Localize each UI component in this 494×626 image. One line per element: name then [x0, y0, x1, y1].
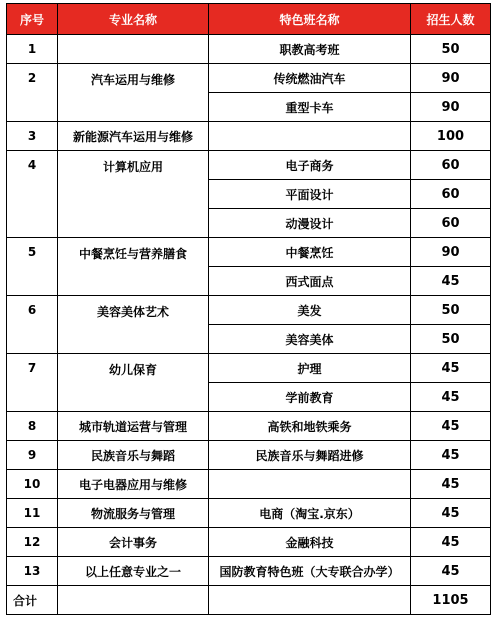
enrollment-count: 45	[411, 267, 491, 296]
total-count: 1105	[411, 586, 491, 615]
enrollment-count: 50	[411, 296, 491, 325]
major-name: 会计事务	[58, 528, 209, 557]
class-name: 中餐烹饪	[209, 238, 411, 267]
major-name: 物流服务与管理	[58, 499, 209, 528]
table-row	[7, 441, 491, 470]
class-name: 电商（淘宝.京东）	[209, 499, 411, 528]
row-index: 5	[7, 238, 58, 296]
major-name: 以上任意专业之一	[58, 557, 209, 586]
header-index: 序号	[7, 4, 58, 35]
class-name: 高铁和地铁乘务	[209, 412, 411, 441]
row-index: 9	[7, 441, 58, 470]
enrollment-count: 45	[411, 441, 491, 470]
enrollment-table	[6, 3, 491, 615]
table-row	[7, 151, 491, 180]
class-name: 金融科技	[209, 528, 411, 557]
major-name: 新能源汽车运用与维修	[58, 122, 209, 151]
row-index: 7	[7, 354, 58, 412]
table-body	[7, 35, 491, 586]
major-name: 民族音乐与舞蹈	[58, 441, 209, 470]
major-name: 汽车运用与维修	[58, 64, 209, 122]
table-row	[7, 35, 491, 64]
major-name: 城市轨道运营与管理	[58, 412, 209, 441]
table-row	[7, 122, 491, 151]
row-index: 3	[7, 122, 58, 151]
enrollment-count: 45	[411, 557, 491, 586]
enrollment-count: 50	[411, 35, 491, 64]
class-name: 美发	[209, 296, 411, 325]
table-row	[7, 557, 491, 586]
class-name: 学前教育	[209, 383, 411, 412]
row-index: 4	[7, 151, 58, 238]
row-index: 1	[7, 35, 58, 64]
row-index: 10	[7, 470, 58, 499]
enrollment-count: 45	[411, 528, 491, 557]
table-row	[7, 296, 491, 325]
class-name: 职教高考班	[209, 35, 411, 64]
enrollment-count: 45	[411, 499, 491, 528]
enrollment-count: 60	[411, 180, 491, 209]
row-index: 13	[7, 557, 58, 586]
table-row	[7, 528, 491, 557]
row-index: 11	[7, 499, 58, 528]
enrollment-count: 50	[411, 325, 491, 354]
enrollment-count: 60	[411, 151, 491, 180]
total-label: 合计	[7, 586, 58, 615]
class-name: 国防教育特色班（大专联合办学）	[209, 557, 411, 586]
enrollment-count: 45	[411, 470, 491, 499]
total-empty-major	[58, 586, 209, 615]
table-header-row	[7, 4, 491, 35]
table-row	[7, 499, 491, 528]
class-name: 美容美体	[209, 325, 411, 354]
major-name: 中餐烹饪与营养膳食	[58, 238, 209, 296]
class-name: 西式面点	[209, 267, 411, 296]
row-index: 6	[7, 296, 58, 354]
row-index: 2	[7, 64, 58, 122]
enrollment-count: 60	[411, 209, 491, 238]
major-name	[58, 35, 209, 64]
table-row	[7, 238, 491, 267]
enrollment-count: 100	[411, 122, 491, 151]
table-row	[7, 470, 491, 499]
class-name: 动漫设计	[209, 209, 411, 238]
row-index: 8	[7, 412, 58, 441]
enrollment-count: 90	[411, 64, 491, 93]
enrollment-count: 90	[411, 93, 491, 122]
class-name: 重型卡车	[209, 93, 411, 122]
class-name: 电子商务	[209, 151, 411, 180]
enrollment-count: 45	[411, 412, 491, 441]
table-row	[7, 64, 491, 93]
header-class: 特色班名称	[209, 4, 411, 35]
class-name: 平面设计	[209, 180, 411, 209]
table-row	[7, 354, 491, 383]
major-name: 幼儿保育	[58, 354, 209, 412]
enrollment-count: 90	[411, 238, 491, 267]
class-name	[209, 470, 411, 499]
enrollment-count: 45	[411, 383, 491, 412]
row-index: 12	[7, 528, 58, 557]
header-count: 招生人数	[411, 4, 491, 35]
header-major: 专业名称	[58, 4, 209, 35]
class-name: 传统燃油汽车	[209, 64, 411, 93]
total-empty-class	[209, 586, 411, 615]
class-name	[209, 122, 411, 151]
enrollment-count: 45	[411, 354, 491, 383]
major-name: 计算机应用	[58, 151, 209, 238]
class-name: 护理	[209, 354, 411, 383]
class-name: 民族音乐与舞蹈进修	[209, 441, 411, 470]
total-row	[7, 586, 491, 615]
major-name: 电子电器应用与维修	[58, 470, 209, 499]
major-name: 美容美体艺术	[58, 296, 209, 354]
table-row	[7, 412, 491, 441]
